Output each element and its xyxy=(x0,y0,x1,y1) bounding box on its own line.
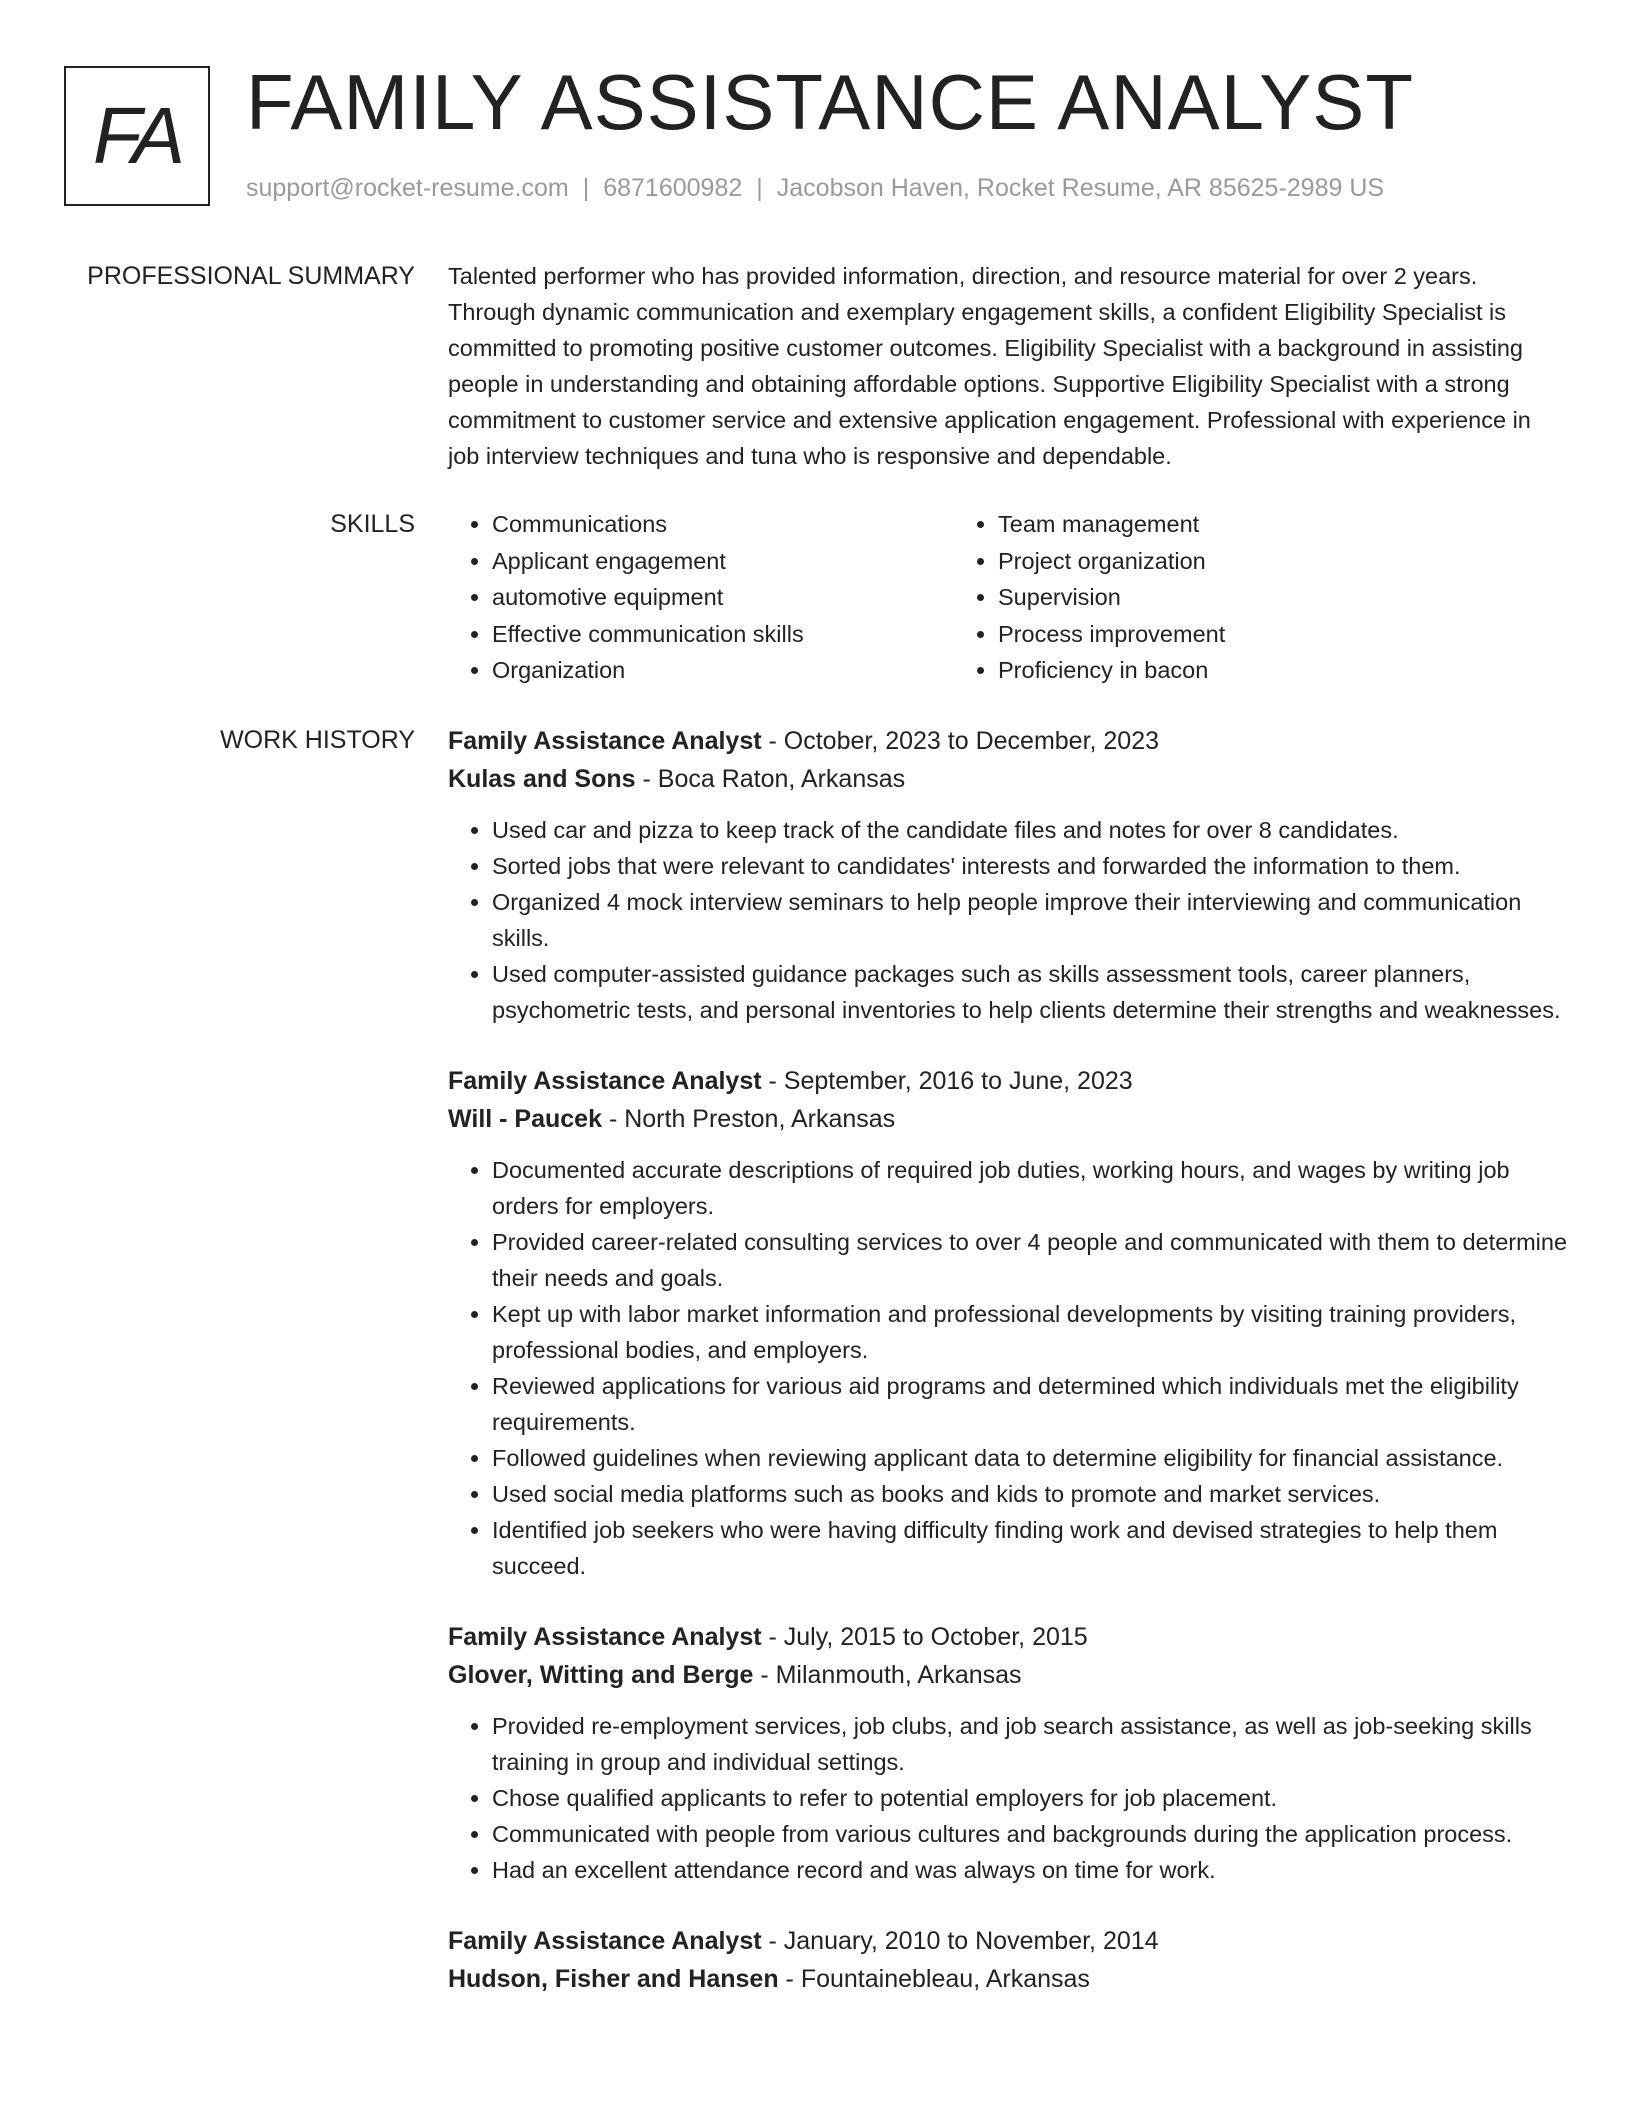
job-entry xyxy=(448,1922,1568,1998)
job-location: - Boca Raton, Arkansas xyxy=(635,765,906,793)
skill-item: • Project organization xyxy=(998,543,1460,580)
job-location: - North Preston, Arkansas xyxy=(602,1105,896,1133)
job-bullet: • Followed guidelines when reviewing applicant data to determine eligibility for financial assistance. xyxy=(492,1440,1568,1476)
job-bullets xyxy=(448,1152,1568,1584)
contact-address: Jacobson Haven, Rocket Resume, AR 85625-2989 US xyxy=(776,174,1385,202)
job-company: Glover, Witting and Berge xyxy=(448,1661,754,1689)
job-title-line xyxy=(448,1922,1568,1960)
job-dates: - October, 2023 to December, 2023 xyxy=(761,727,1160,755)
job-title-line xyxy=(448,1062,1568,1100)
job-bullets xyxy=(448,812,1568,1028)
skill-item: • automotive equipment xyxy=(492,579,954,616)
job-bullet: • Chose qualified applicants to refer to potential employers for job placement. xyxy=(492,1780,1568,1816)
skills-list-left xyxy=(448,506,954,689)
job-bullet: • Organized 4 mock interview seminars to help people improve their interviewing and communication skills. xyxy=(492,884,1568,956)
job-title: Family Assistance Analyst xyxy=(448,1927,762,1955)
skill-item: • Team management xyxy=(998,506,1460,543)
job-title: Family Assistance Analyst xyxy=(448,1067,762,1095)
job-bullet: • Used social media platforms such as books and kids to promote and market services. xyxy=(492,1476,1568,1512)
job-company-line xyxy=(448,760,1568,798)
job-bullet: • Sorted jobs that were relevant to candidates' interests and forwarded the information to them. xyxy=(492,848,1568,884)
job-company: Hudson, Fisher and Hansen xyxy=(448,1965,779,1993)
job-company-line xyxy=(448,1100,1568,1138)
job-bullet: • Communicated with people from various cultures and backgrounds during the application process. xyxy=(492,1816,1568,1852)
job-entry xyxy=(448,722,1568,1028)
skills-body xyxy=(448,506,1568,689)
job-bullet: • Provided re-employment services, job clubs, and job search assistance, as well as job-seeking skills training in group and individual settings. xyxy=(492,1708,1568,1780)
job-dates: - September, 2016 to June, 2023 xyxy=(761,1067,1133,1095)
skill-item: • Effective communication skills xyxy=(492,616,954,653)
job-dates: - July, 2015 to October, 2015 xyxy=(761,1623,1088,1651)
contact-email: support@rocket-resume.com xyxy=(246,174,569,202)
skill-item: • Applicant engagement xyxy=(492,543,954,580)
job-bullet: • Had an excellent attendance record and was always on time for work. xyxy=(492,1852,1568,1888)
job-title: Family Assistance Analyst xyxy=(448,727,762,755)
job-bullets xyxy=(448,1708,1568,1888)
skill-item: • Proficiency in bacon xyxy=(998,652,1460,689)
contact-separator: | xyxy=(756,174,763,202)
job-location: - Milanmouth, Arkansas xyxy=(753,1661,1022,1689)
skill-item: • Process improvement xyxy=(998,616,1460,653)
job-dates: - January, 2010 to November, 2014 xyxy=(761,1927,1159,1955)
job-bullet: • Identified job seekers who were having difficulty finding work and devised strategies to help them succeed. xyxy=(492,1512,1568,1584)
job-title-line xyxy=(448,1618,1568,1656)
job-bullet: • Kept up with labor market information and professional developments by visiting training providers, professional bodies, and employers. xyxy=(492,1296,1568,1368)
job-company-line xyxy=(448,1656,1568,1694)
work-body xyxy=(448,722,1568,1998)
section-label: PROFESSIONAL SUMMARY xyxy=(87,262,415,290)
job-bullet: • Provided career-related consulting services to over 4 people and communicated with them to determine their needs and goals. xyxy=(492,1224,1568,1296)
section-label: SKILLS xyxy=(330,510,415,538)
skill-item: • Supervision xyxy=(998,579,1460,616)
job-title: Family Assistance Analyst xyxy=(448,1623,762,1651)
skill-item: • Communications xyxy=(492,506,954,543)
contact-separator: | xyxy=(582,174,590,202)
monogram-logo: FA xyxy=(64,66,210,206)
section-label: WORK HISTORY xyxy=(220,726,415,754)
job-company: Kulas and Sons xyxy=(448,765,636,793)
summary-body xyxy=(448,258,1568,474)
resume-title: FAMILY ASSISTANCE ANALYST xyxy=(246,58,1414,146)
job-location: - Fountainebleau, Arkansas xyxy=(778,1965,1090,1993)
contact-phone: 6871600982 xyxy=(603,174,743,202)
skill-item: • Organization xyxy=(492,652,954,689)
job-entry xyxy=(448,1062,1568,1584)
job-bullet: • Used computer-assisted guidance packages such as skills assessment tools, career planners, psychometric tests, and personal inventories to help clients determine their strengths and weaknesses. xyxy=(492,956,1568,1028)
job-entry xyxy=(448,1618,1568,1888)
skills-list-right xyxy=(954,506,1460,689)
job-company: Will - Paucek xyxy=(448,1105,602,1133)
summary-text: Talented performer who has provided information, direction, and resource material for over 2 years. Through dynamic communication and exemplary engagement skills, a confident Eligibility Specialist is committed to promoting positive customer outcomes. Eligibility Specialist with a background in assisting people in understanding and obtaining affordable options. Supportive Eligibility Specialist with a strong commitment to customer service and extensive application engagement. Professional with experience in job interview techniques and tuna who is responsive and dependable. xyxy=(448,263,1531,469)
contact-line xyxy=(246,174,1384,203)
job-bullet: • Documented accurate descriptions of required job duties, working hours, and wages by writing job orders for employers. xyxy=(492,1152,1568,1224)
job-bullet: • Used car and pizza to keep track of the candidate files and notes for over 8 candidates. xyxy=(492,812,1568,848)
job-company-line xyxy=(448,1960,1568,1998)
job-bullet: • Reviewed applications for various aid programs and determined which individuals met the eligibility requirements. xyxy=(492,1368,1568,1440)
job-title-line xyxy=(448,722,1568,760)
